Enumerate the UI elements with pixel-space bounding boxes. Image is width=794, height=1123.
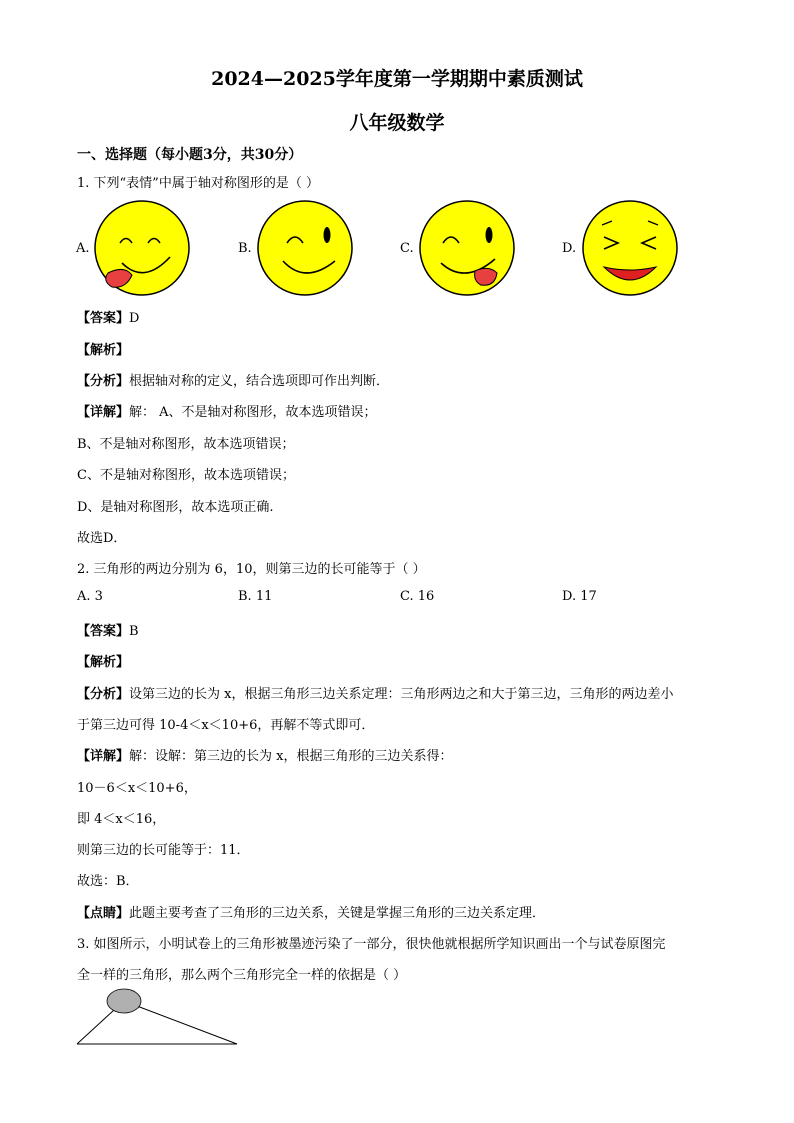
detail-label: 【详解】 <box>77 405 130 420</box>
q2-line-1: 10－6＜x＜10+6， <box>77 781 197 796</box>
q1-option-b: B. <box>238 241 252 256</box>
q2-option-a: A. 3 <box>77 589 103 604</box>
ink-triangle-figure <box>74 986 244 1048</box>
q1-option-a: A. <box>76 241 90 256</box>
analysis-label: 【分析】 <box>77 687 130 702</box>
q1-answer <box>77 307 139 326</box>
face-b-icon <box>257 201 357 296</box>
analysis-tag: 【解析】 <box>77 343 130 358</box>
face-c-icon <box>419 201 519 296</box>
analysis-text: 设第三边的长为 x，根据三角形三边关系定理：三角形两边之和大于第三边，三角形的两边差小 <box>129 687 674 702</box>
q2-analysis <box>77 683 673 702</box>
page-title: 2024—2025学年度第一学期期中素质测试 <box>211 68 583 90</box>
q2-analysis-cont: 于第三边可得 10-4＜x＜10+6，再解不等式即可． <box>77 718 375 733</box>
section-heading: 一、选择题（每小题3分，共30分） <box>77 147 303 163</box>
q1-stem: 1. 下列“表情”中属于轴对称图形的是（ ） <box>77 176 319 191</box>
q1-line-b: B、不是轴对称图形，故本选项错误； <box>77 437 295 452</box>
detail-text: 解：设解：第三边的长为 x，根据三角形的三边关系得： <box>129 749 453 764</box>
comment-label: 【点睛】 <box>77 906 130 921</box>
q2-line-2: 即 4＜x＜16， <box>77 812 166 827</box>
answer-tag: 【答案】 <box>77 624 130 639</box>
answer-value: D <box>129 311 140 326</box>
q1-line-d: D、是轴对称图形，故本选项正确. <box>77 500 274 515</box>
analysis-tag: 【解析】 <box>77 655 130 670</box>
q1-line-c: C、不是轴对称图形，故本选项错误； <box>77 468 295 483</box>
answer-tag: 【答案】 <box>77 311 130 326</box>
analysis-text: 根据轴对称的定义，结合选项即可作出判断． <box>129 374 390 389</box>
face-a-icon <box>94 201 194 296</box>
q2-option-d: D. 17 <box>562 589 597 604</box>
q2-line-4: 故选：B． <box>77 874 139 889</box>
q2-option-b: B. 11 <box>238 589 273 604</box>
page-subtitle: 八年级数学 <box>349 112 445 134</box>
q2-answer <box>77 620 139 639</box>
q2-stem: 2. 三角形的两边分别为 6，10，则第三边的长可能等于（ ） <box>77 562 426 577</box>
detail-text: 解： A、不是轴对称图形，故本选项错误； <box>129 405 377 420</box>
comment-text: 此题主要考查了三角形的三边关系，关键是掌握三角形的三边关系定理． <box>129 906 546 921</box>
q2-detail <box>77 745 452 764</box>
q2-option-c: C. 16 <box>400 589 435 604</box>
analysis-label: 【分析】 <box>77 374 130 389</box>
q1-conclusion: 故选D． <box>77 531 127 546</box>
q3-stem: 3. 如图所示，小明试卷上的三角形被墨迹污染了一部分，很快他就根据所学知识画出一个与试卷原图完 <box>77 937 666 952</box>
q1-option-d: D. <box>562 241 577 256</box>
q1-analysis <box>77 370 389 389</box>
detail-label: 【详解】 <box>77 749 130 764</box>
q2-line-3: 则第三边的长可能等于：11． <box>77 843 250 858</box>
q1-detail <box>77 401 377 420</box>
answer-value: B <box>129 624 139 639</box>
q1-option-c: C. <box>400 241 414 256</box>
q3-stem-cont: 全一样的三角形，那么两个三角形完全一样的依据是（ ） <box>77 968 407 983</box>
q2-comment <box>77 902 545 921</box>
face-d-icon <box>582 201 682 296</box>
